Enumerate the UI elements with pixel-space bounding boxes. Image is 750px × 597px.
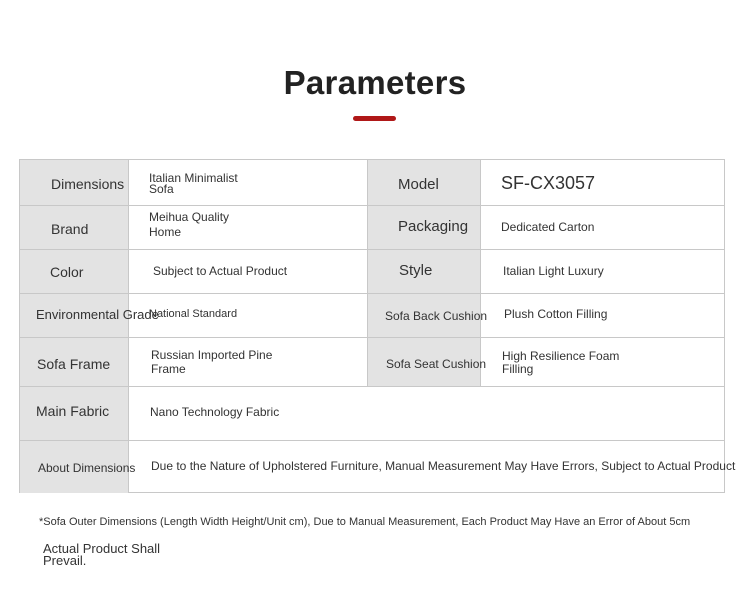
value-dimensions-l2: Sofa	[149, 182, 174, 196]
label-model: Model	[398, 176, 439, 193]
page-title: Parameters	[283, 64, 467, 101]
prevail-line-1: Actual Product Shall	[43, 541, 161, 556]
label-about-dimensions: About Dimensions	[38, 461, 136, 475]
value-sofa-back-cushion: Plush Cotton Filling	[504, 307, 608, 321]
prevail-note	[43, 543, 160, 567]
value-color: Subject to Actual Product	[153, 264, 288, 278]
value-main-fabric: Nano Technology Fabric	[150, 405, 280, 419]
value-brand-l1: Meihua Quality	[149, 210, 230, 224]
value-about-dimensions: Due to the Nature of Upholstered Furniture, Manual Measurement May Have Errors, Subject to Actual Product	[151, 459, 736, 473]
footnote: *Sofa Outer Dimensions (Length Width Height/Unit cm), Due to Manual Measurement, Each Product May Have an Error of About 5cm	[39, 516, 691, 528]
value-brand-l2: Home	[149, 225, 182, 239]
value-dimensions-l1: Italian Minimalist	[149, 171, 238, 185]
label-environmental-grade: Environmental Grade	[36, 307, 159, 322]
value-style: Italian Light Luxury	[503, 264, 604, 278]
value-sofa-frame-l1: Russian Imported Pine	[151, 348, 273, 362]
value-sofa-seat-cushion-l2: Filling	[502, 362, 534, 376]
value-sofa-frame-l2: Frame	[151, 362, 186, 376]
value-sofa-seat-cushion-l1: High Resilience Foam	[502, 349, 620, 363]
value-model: SF-CX3057	[501, 173, 596, 193]
title-underline	[353, 116, 396, 121]
label-dimensions: Dimensions	[51, 176, 125, 192]
label-sofa-seat-cushion: Sofa Seat Cushion	[386, 357, 487, 371]
label-col-left	[20, 160, 128, 493]
value-packaging: Dedicated Carton	[501, 220, 595, 234]
value-environmental-grade: National Standard	[149, 308, 238, 320]
label-color: Color	[50, 264, 84, 280]
label-brand: Brand	[51, 221, 89, 237]
parameters-table	[19, 159, 736, 493]
label-main-fabric: Main Fabric	[36, 403, 110, 419]
label-sofa-back-cushion: Sofa Back Cushion	[385, 309, 488, 323]
label-style: Style	[399, 262, 433, 279]
label-packaging: Packaging	[398, 218, 469, 235]
label-sofa-frame: Sofa Frame	[37, 356, 111, 372]
prevail-line-2: Prevail.	[43, 553, 87, 568]
